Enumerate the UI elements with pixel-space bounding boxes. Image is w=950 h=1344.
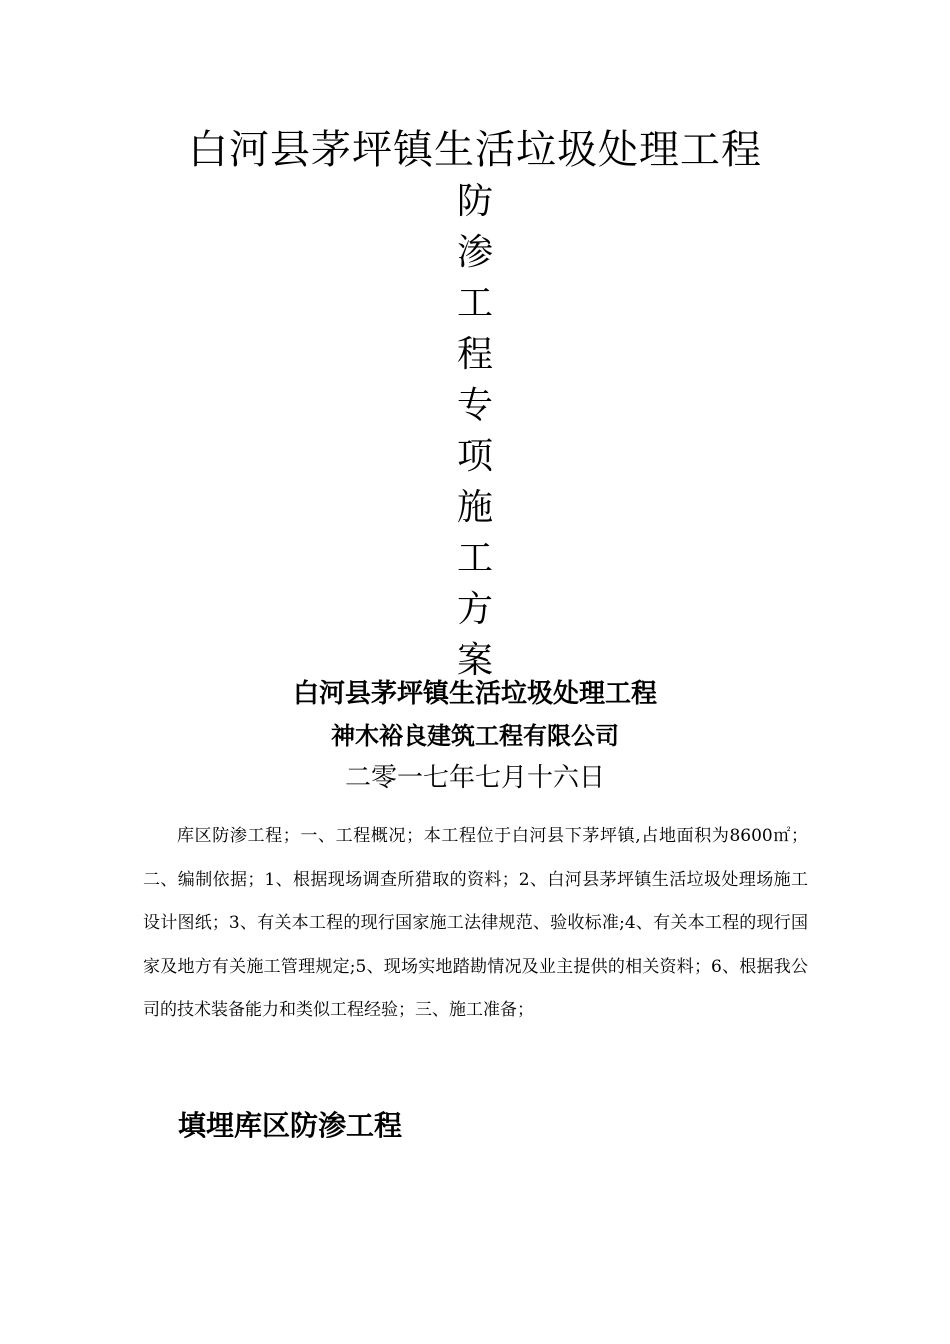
document-main-title: 白河县茅坪镇生活垃圾处理工程 [188, 127, 762, 173]
project-name-line: 白河县茅坪镇生活垃圾处理工程 [292, 679, 657, 709]
date-line: 二零一七年七月十六日 [344, 763, 605, 793]
company-name-line: 神木裕良建筑工程有限公司 [331, 721, 619, 750]
vertical-title-char: 专 [456, 385, 493, 426]
body-paragraph: 库区防渗工程；一、工程概况；本工程位于白河县下茅坪镇,占地面积为8600㎡；二、编制依据；1、根据现场调查所猎取的资料；2、白河县茅坪镇生活垃圾处理场施工设计图纸；3、有关本工程的现行国家施工法律规范、验收标准;4、有关本工程的现行国家及地方有关施工管理规定;5、现场实地踏勘情况及业主提供的相关资料；6、根据我公司的技术装备能力和类似工程经验；三、施工准备； [143, 826, 808, 1020]
vertical-title-char: 工 [456, 283, 493, 324]
vertical-title-char: 工 [456, 538, 493, 579]
section-heading: 填埋库区防渗工程 [178, 1109, 403, 1142]
vertical-title-char: 施 [456, 487, 493, 528]
vertical-title-char: 案 [456, 640, 493, 681]
vertical-title [450, 176, 500, 686]
vertical-title-char: 项 [456, 436, 493, 477]
vertical-title-char: 渗 [456, 232, 493, 273]
vertical-title-char: 程 [456, 334, 493, 375]
vertical-title-char: 防 [456, 181, 493, 222]
vertical-title-char: 方 [456, 589, 493, 630]
